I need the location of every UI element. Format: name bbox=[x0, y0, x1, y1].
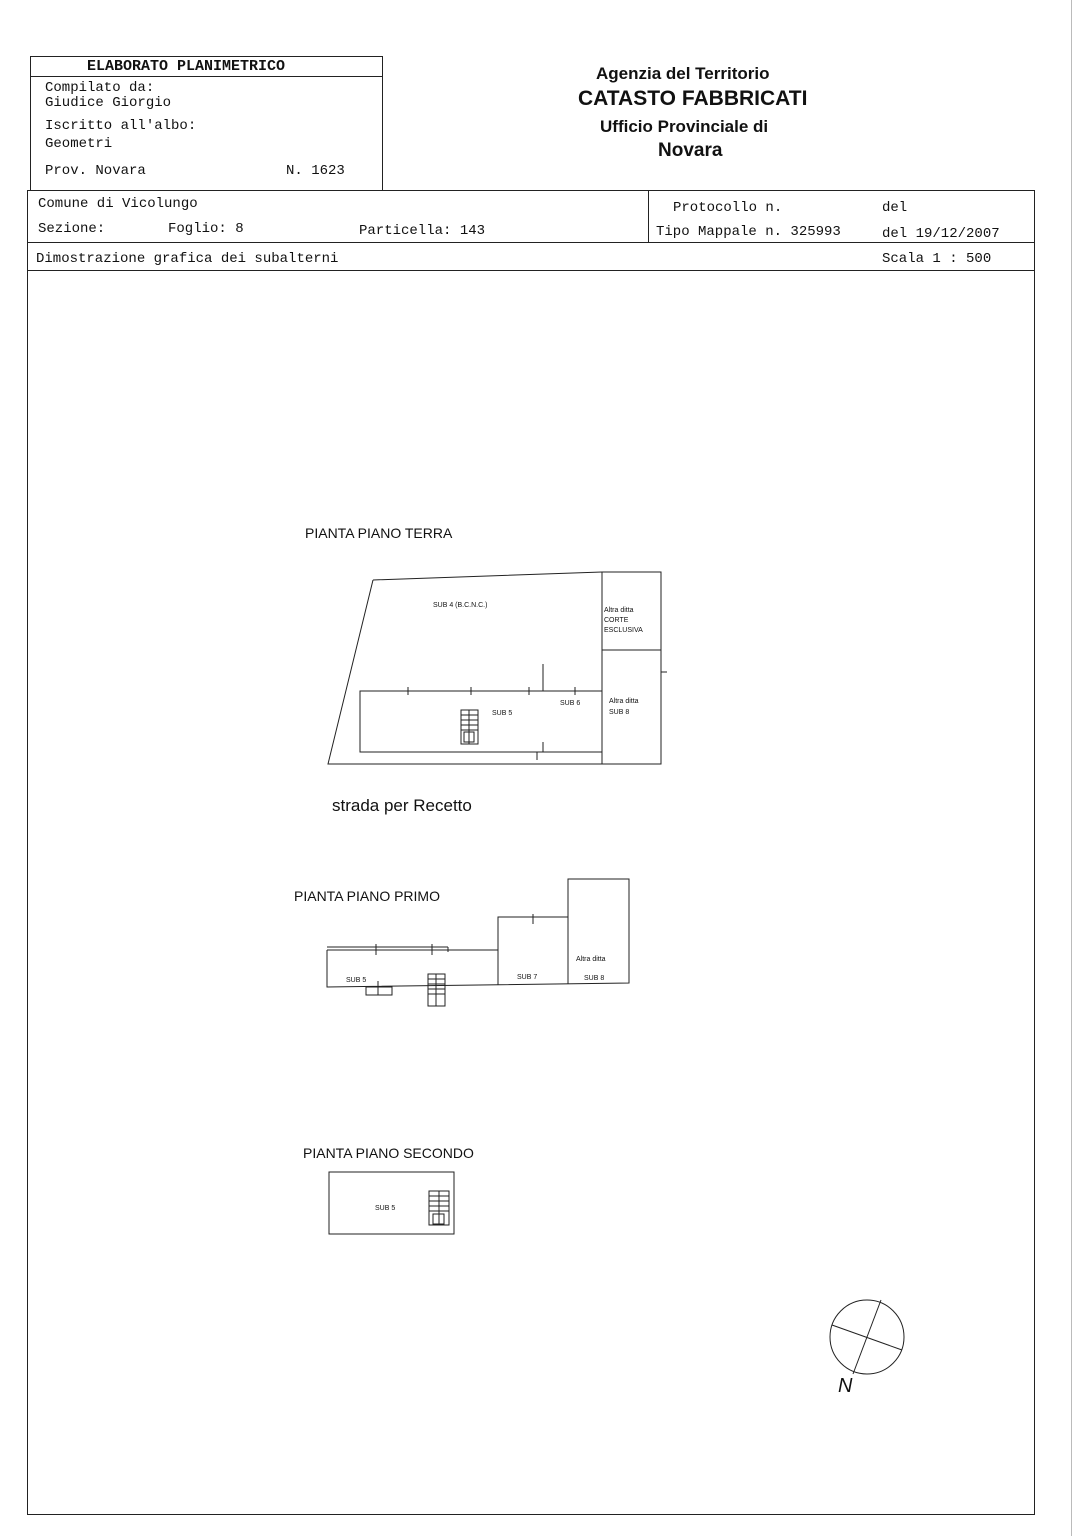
registry-name: Geometri bbox=[45, 136, 113, 152]
registered-label: Iscritto all'albo: bbox=[45, 118, 197, 134]
ground-sub5-label: SUB 5 bbox=[492, 710, 513, 717]
compiled-label: Compilato da: bbox=[45, 80, 155, 96]
agency-line3: Ufficio Provinciale di bbox=[600, 117, 769, 136]
tipo-mappale: Tipo Mappale n. 325993 bbox=[656, 224, 841, 240]
ground-altra-ditta-1: Altra ditta bbox=[604, 607, 634, 614]
agency-line1: Agenzia del Territorio bbox=[596, 64, 770, 83]
ground-floor-plan bbox=[328, 572, 667, 764]
first-altra-ditta: Altra ditta bbox=[576, 956, 606, 963]
first-sub7-label: SUB 7 bbox=[517, 974, 538, 981]
north-arrow-icon bbox=[830, 1300, 904, 1374]
agency-line4: Novara bbox=[658, 140, 723, 161]
protocollo: Protocollo n. bbox=[673, 200, 783, 216]
elaborato-title: ELABORATO PLANIMETRICO bbox=[87, 58, 286, 75]
protocollo-del: del bbox=[882, 200, 908, 216]
first-sub8-label: SUB 8 bbox=[584, 975, 605, 982]
province: Prov. Novara bbox=[45, 163, 146, 179]
ground-sub6-label: SUB 6 bbox=[560, 700, 581, 707]
north-label: N bbox=[838, 1375, 853, 1397]
street-label: strada per Recetto bbox=[332, 796, 472, 815]
dimostrazione-grafica: Dimostrazione grafica dei subalterni bbox=[36, 251, 339, 267]
compiler-name: Giudice Giorgio bbox=[45, 95, 172, 111]
ground-esclusiva-label: ESCLUSIVA bbox=[604, 627, 643, 634]
foglio: Foglio: 8 bbox=[168, 221, 244, 237]
sezione: Sezione: bbox=[38, 221, 106, 237]
scala: Scala 1 : 500 bbox=[882, 251, 992, 267]
ground-altra-ditta-2: Altra ditta bbox=[609, 698, 639, 705]
tipo-mappale-date: del 19/12/2007 bbox=[882, 226, 1000, 242]
second-floor-title: PIANTA PIANO SECONDO bbox=[303, 1145, 474, 1161]
agency-line2: CATASTO FABBRICATI bbox=[578, 87, 808, 110]
particella: Particella: 143 bbox=[359, 223, 486, 239]
first-floor-title: PIANTA PIANO PRIMO bbox=[294, 888, 440, 904]
first-sub5-label: SUB 5 bbox=[346, 977, 367, 984]
comune: Comune di Vicolungo bbox=[38, 196, 198, 212]
second-floor-plan bbox=[329, 1172, 454, 1234]
ground-sub4-label: SUB 4 (B.C.N.C.) bbox=[433, 602, 488, 609]
registry-number: N. 1623 bbox=[286, 163, 345, 179]
ground-floor-title: PIANTA PIANO TERRA bbox=[305, 525, 453, 541]
second-sub5-label: SUB 5 bbox=[375, 1205, 396, 1212]
ground-sub8-label: SUB 8 bbox=[609, 709, 630, 716]
ground-corte-label: CORTE bbox=[604, 617, 629, 624]
